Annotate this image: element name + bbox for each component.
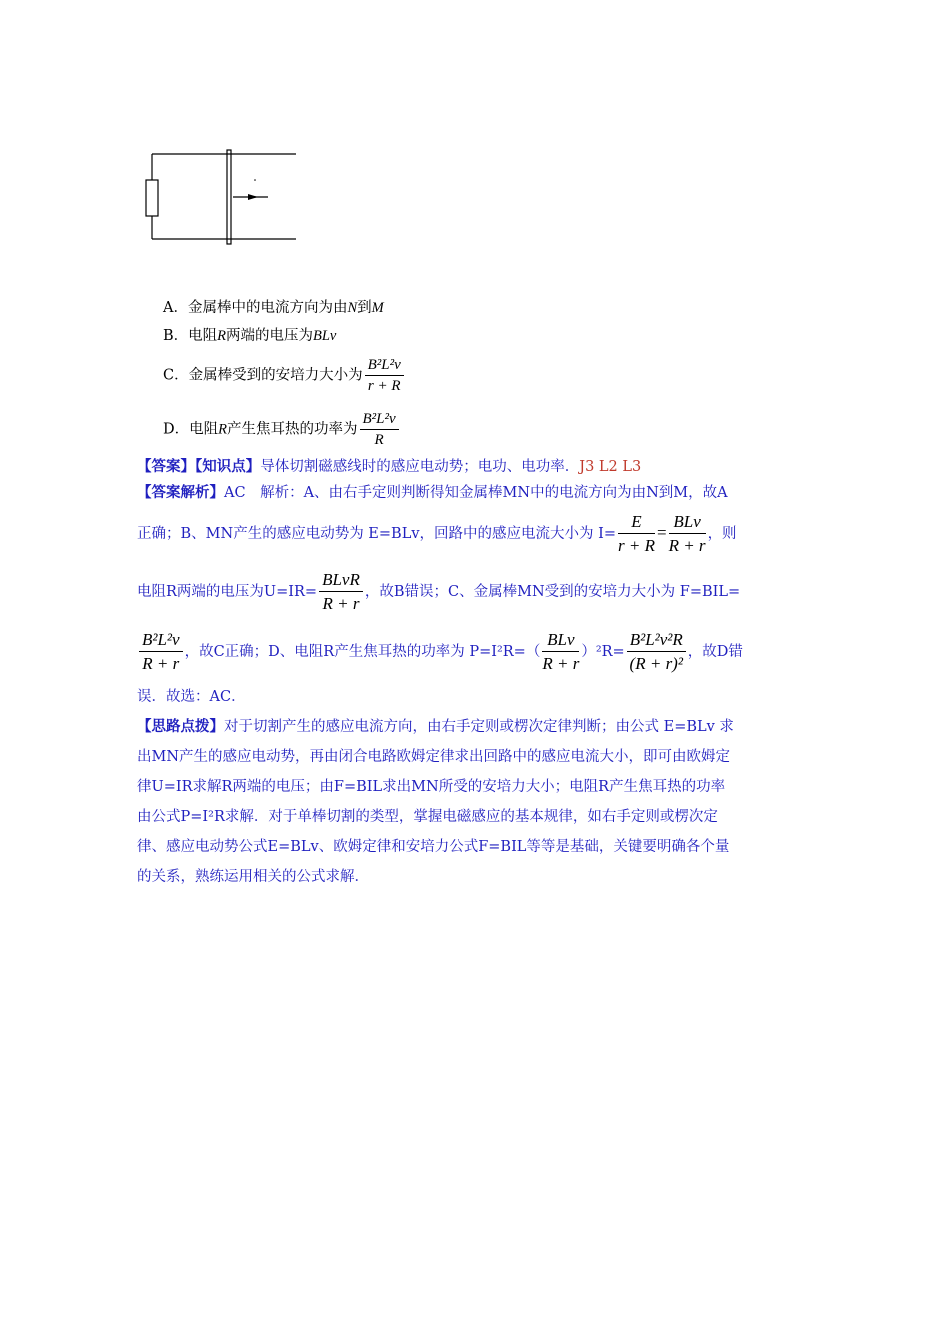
- option-b-text: B．电阻: [163, 328, 218, 344]
- option-b-r: R: [217, 328, 227, 344]
- knowledge-text: 导体切割磁感线时的感应电动势；电功、电功率．: [260, 459, 580, 475]
- analysis-text-1: AC 解析：A、由右手定则判断得知金属棒MN中的电流方向为由N到M，故A: [224, 485, 728, 501]
- current-fraction-1: [618, 512, 655, 556]
- option-d-fraction: [360, 410, 399, 449]
- hint-text-5: 律、感应电动势公式E=BLv、欧姆定律和安培力公式F=BIL等等是基础，关键要明确各个量: [137, 839, 730, 855]
- analysis-text-2b: ，则: [707, 526, 737, 542]
- answer-tag: 【答案】: [137, 458, 195, 475]
- analysis-line-4: [137, 630, 743, 674]
- equals-sign: =: [656, 523, 667, 542]
- option-b: [163, 326, 336, 346]
- hint-line-4: [137, 806, 718, 828]
- circuit-diagram: [140, 140, 310, 250]
- analysis-line-2: [137, 512, 737, 556]
- hint-tag: 【思路点拨】: [137, 718, 224, 735]
- hint-text-6: 的关系，熟练运用相关的公式求解．: [137, 869, 369, 885]
- hint-text-2: 出MN产生的感应电动势，再由闭合电路欧姆定律求出回路中的感应电流大小，即可由欧姆定: [137, 749, 731, 765]
- knowledge-tag: 【知识点】: [195, 458, 261, 475]
- option-c-fraction: [365, 356, 404, 395]
- fraction-numerator: E: [618, 512, 655, 534]
- option-c-denominator: r + R: [367, 378, 401, 394]
- analysis-text-4c: ，故D错: [687, 644, 743, 660]
- analysis-text-4b: ）²R=: [581, 644, 625, 660]
- option-b-blv: BLv: [313, 328, 337, 344]
- voltage-fraction: [319, 570, 363, 614]
- analysis-line-5: [137, 686, 246, 708]
- hint-line-6: [137, 866, 369, 888]
- answer-knowledge-line: [137, 456, 641, 478]
- hint-line-2: [137, 746, 730, 768]
- hint-text-1: 对于切割产生的感应电流方向，由右手定则或楞次定律判断；由公式 E=BLv 求: [224, 719, 734, 735]
- fraction-denominator: R + r: [668, 536, 706, 555]
- analysis-text-3a: 电阻R两端的电压为U=IR=: [137, 584, 318, 600]
- fraction-denominator: (R + r)²: [629, 654, 683, 673]
- option-d-text: D．电阻: [163, 421, 219, 438]
- option-d-mid: 产生焦耳热的功率为: [227, 421, 358, 438]
- fraction-numerator: BLv: [669, 512, 706, 534]
- analysis-text-2a: 正确；B、MN产生的感应电动势为 E=BLv，回路中的感应电流大小为 I=: [137, 526, 616, 542]
- fraction-numerator: BLvR: [319, 570, 363, 592]
- option-c-text: C．金属棒受到的安培力大小为: [163, 367, 363, 384]
- hint-line-3: [137, 776, 725, 798]
- fraction-numerator: B²L²v²R: [627, 630, 686, 652]
- fraction-denominator: R + r: [322, 594, 360, 613]
- power-fraction-2: [627, 630, 686, 674]
- option-d-denominator: R: [374, 432, 384, 448]
- analysis-line-3: [137, 570, 740, 614]
- knowledge-codes: J3 L2 L3: [579, 459, 642, 475]
- analysis-tag: 【答案解析】: [137, 484, 224, 501]
- analysis-text-3b: ，故B错误；C、金属棒MN受到的安培力大小为 F=BIL=: [364, 584, 741, 600]
- option-c: [163, 356, 406, 395]
- option-a-m: M: [371, 300, 384, 316]
- analysis-text-5: 误．故选：AC．: [137, 689, 246, 705]
- option-b-mid: 两端的电压为: [226, 328, 314, 344]
- power-fraction-1: [542, 630, 579, 674]
- hint-line-5: [137, 836, 729, 858]
- hint-text-4: 由公式P=I²R求解．对于单棒切割的类型，掌握电磁感应的基本规律，如右手定则或楞次定: [137, 809, 718, 825]
- option-d: [163, 410, 401, 449]
- fraction-numerator: B²L²v: [139, 630, 183, 652]
- option-c-numerator: B²L²v: [365, 356, 404, 376]
- option-a: [163, 298, 384, 318]
- option-a-n: N: [347, 300, 358, 316]
- fraction-denominator: R + r: [542, 654, 580, 673]
- option-a-text: A．金属棒中的电流方向为由: [163, 300, 348, 316]
- option-d-numerator: B²L²v: [360, 410, 399, 430]
- fraction-numerator: BLv: [542, 630, 579, 652]
- analysis-line-1: [137, 482, 728, 504]
- current-fraction-2: [669, 512, 706, 556]
- fraction-denominator: R + r: [142, 654, 180, 673]
- force-fraction: [139, 630, 183, 674]
- hint-text-3: 律U=IR求解R两端的电压；由F=BIL求出MN所受的安培力大小；电阻R产生焦耳热的功率: [137, 779, 726, 795]
- analysis-text-4a: ，故C正确；D、电阻R产生焦耳热的功率为 P=I²R=（: [184, 644, 541, 660]
- option-a-mid: 到: [357, 300, 372, 316]
- option-d-r: R: [218, 421, 227, 438]
- hint-line-1: [137, 716, 734, 738]
- fraction-denominator: r + R: [618, 536, 655, 555]
